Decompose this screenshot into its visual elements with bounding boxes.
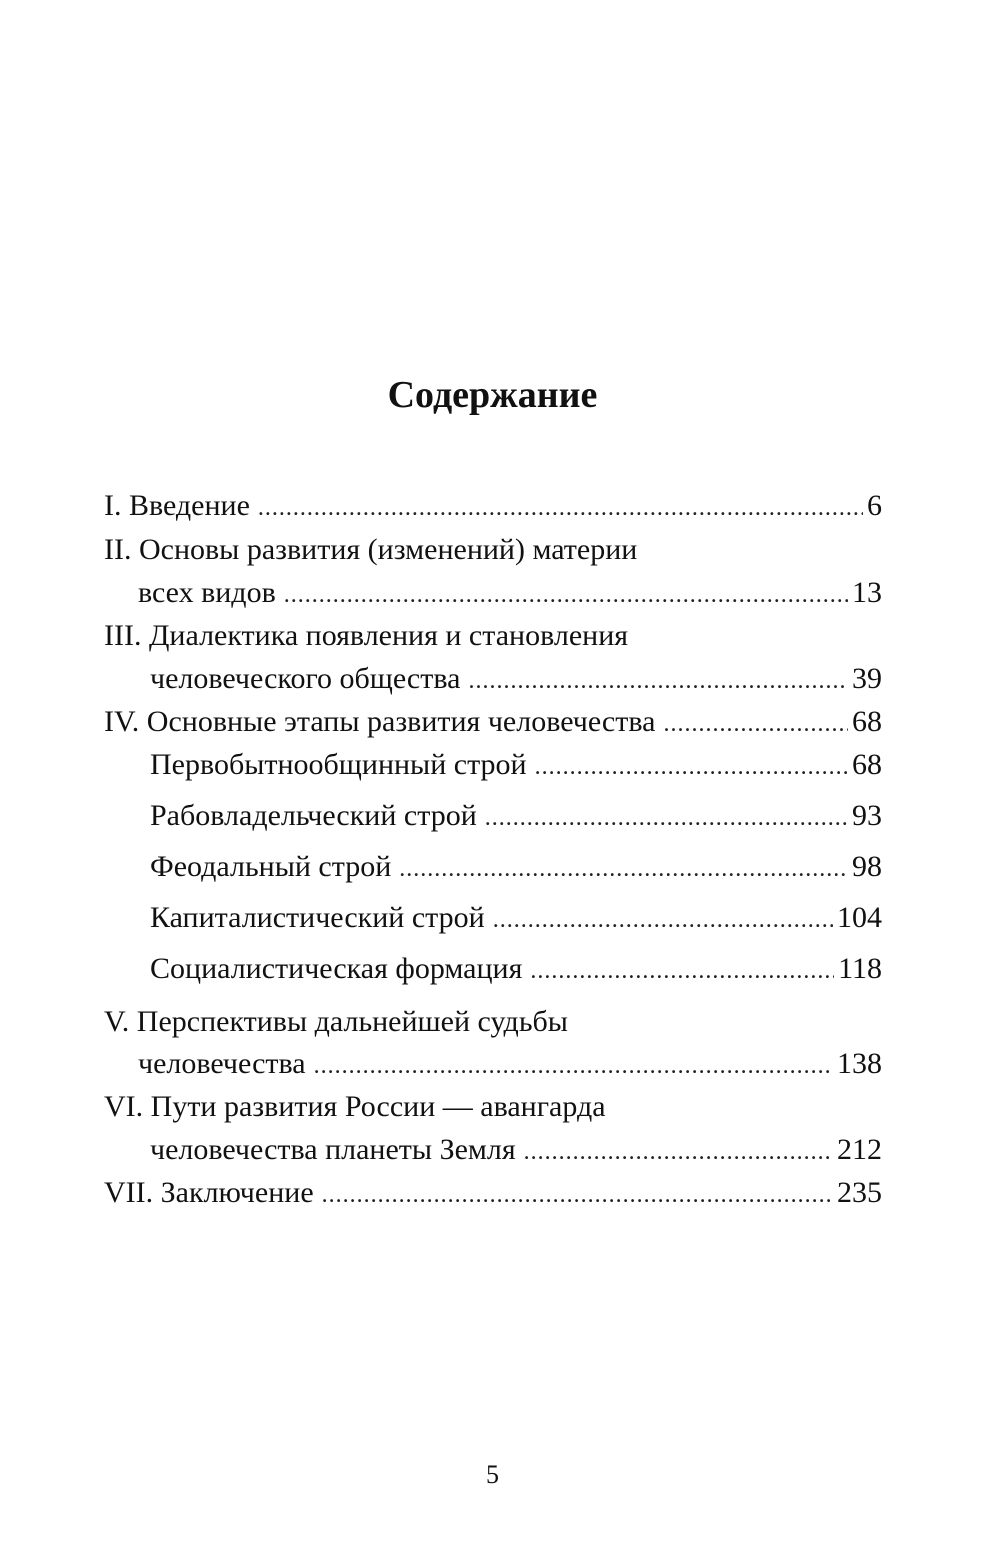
- toc-page-number: 39: [852, 662, 882, 695]
- toc-page-number: 93: [852, 799, 882, 832]
- toc-entry-dialectics: [150, 659, 882, 699]
- toc-entry-prospects: [138, 1044, 882, 1084]
- toc-subentry-primitive: [150, 745, 882, 785]
- page-title: Содержание: [387, 374, 598, 416]
- toc-entry-stages: [104, 702, 882, 742]
- toc-entry-foundations-line1: II. Основы развития (изменений) материи: [104, 533, 638, 566]
- toc-page-number: 138: [837, 1047, 882, 1080]
- toc-entry-title: всех видов: [138, 576, 276, 609]
- dot-leader: [314, 1046, 833, 1086]
- toc-entry-title: I. Введение: [104, 489, 250, 522]
- toc-page-number: 212: [837, 1133, 882, 1166]
- toc-page-number: 235: [837, 1176, 882, 1209]
- toc-entry-russia: [150, 1130, 882, 1170]
- toc-subentry-socialist: [150, 949, 882, 989]
- dot-leader: [493, 900, 833, 940]
- toc-page-number: 6: [867, 489, 882, 522]
- toc-entry-title: VII. Заключение: [104, 1176, 314, 1209]
- toc-entry-title: Социалистическая формация: [150, 952, 523, 985]
- toc-page-number: 104: [837, 901, 882, 934]
- page-number: 5: [486, 1460, 499, 1489]
- dot-leader: [322, 1175, 833, 1215]
- toc-subentry-slave: [150, 796, 882, 836]
- dot-leader: [530, 951, 834, 991]
- toc-entry-foundations: [138, 573, 882, 613]
- toc-page-number: 118: [838, 952, 882, 985]
- toc-entry-title: человечества: [138, 1047, 306, 1080]
- toc-entry-title: человеческого общества: [150, 662, 461, 695]
- toc-entry-conclusion: [104, 1173, 882, 1213]
- toc-entry-title: Первобытнообщинный строй: [150, 748, 527, 781]
- dot-leader: [485, 798, 848, 838]
- toc-page-number: 98: [852, 850, 882, 883]
- toc-page-number: 68: [852, 705, 882, 738]
- dot-leader: [535, 747, 848, 787]
- toc-entry-dialectics-line1: III. Диалектика появления и становления: [104, 619, 629, 652]
- toc-entry-title: Рабовладельческий строй: [150, 799, 477, 832]
- toc-entry-introduction: [104, 486, 882, 526]
- toc-entry-russia-line1: VI. Пути развития России — авангарда: [104, 1090, 606, 1123]
- toc-entry-title: IV. Основные этапы развития человечества: [104, 705, 656, 738]
- toc-page-number: 68: [852, 748, 882, 781]
- toc-subentry-capitalist: [150, 898, 882, 938]
- toc-entry-prospects-line1: V. Перспективы дальнейшей судьбы: [104, 1005, 568, 1038]
- dot-leader: [663, 704, 848, 744]
- toc-subentry-feudal: [150, 847, 882, 887]
- dot-leader: [399, 849, 848, 889]
- dot-leader: [524, 1132, 833, 1172]
- toc-entry-title: Капиталистический строй: [150, 901, 485, 934]
- dot-leader: [468, 661, 848, 701]
- toc-page-number: 13: [852, 576, 882, 609]
- toc-entry-title: человечества планеты Земля: [150, 1133, 516, 1166]
- dot-leader: [284, 575, 848, 615]
- toc-entry-title: Феодальный строй: [150, 850, 392, 883]
- dot-leader: [258, 488, 863, 528]
